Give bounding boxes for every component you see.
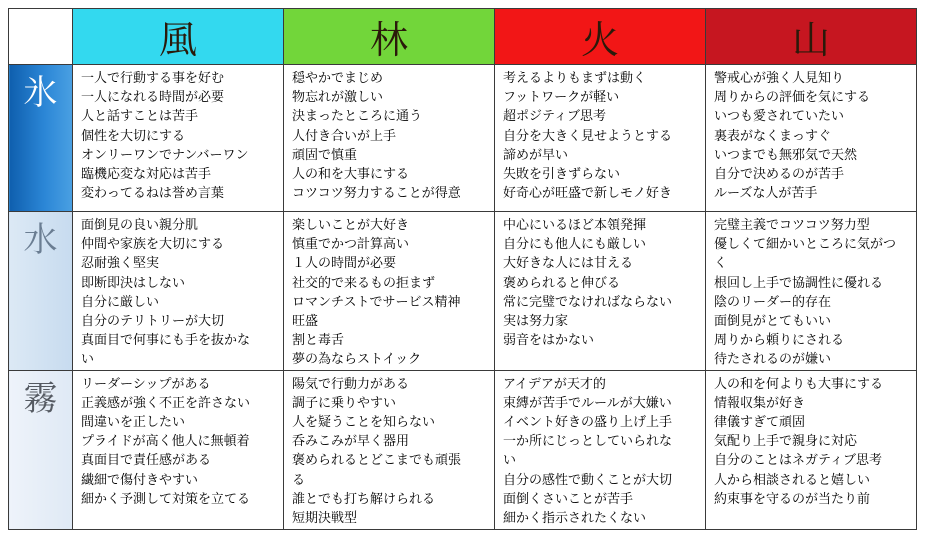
trait-item: 真面目で責任感がある bbox=[81, 453, 212, 469]
trait-item: 周りからの評価を気にする bbox=[714, 90, 871, 106]
trait-item: オンリーワンでナンバーワン bbox=[81, 147, 249, 163]
trait-item: コツコツ努力することが得意 bbox=[292, 186, 461, 202]
trait-item: 人の和を大事にする bbox=[292, 167, 410, 183]
trait-item: い bbox=[503, 453, 517, 469]
trait-item: 人から相談されると嬉しい bbox=[714, 472, 871, 488]
trait-list bbox=[284, 212, 494, 370]
trait-item: 面倒くさいことが苦手 bbox=[503, 491, 634, 507]
trait-item: 細かく予測して対策を立てる bbox=[81, 491, 251, 507]
trait-item: 自分に厳しい bbox=[81, 294, 160, 310]
trait-item: 夢の為ならストイック bbox=[292, 352, 422, 368]
trait-item: 人付き合いが上手 bbox=[292, 128, 397, 144]
column-header-zan: 山 bbox=[706, 9, 917, 65]
trait-item: 根回し上手で協調性に優れる bbox=[714, 275, 884, 291]
trait-item: 自分の感性で動くことが大切 bbox=[503, 472, 673, 488]
trait-cell bbox=[495, 212, 706, 371]
trait-item: 自分にも他人にも厳しい bbox=[503, 237, 647, 253]
trait-item: 実は努力家 bbox=[503, 314, 569, 330]
trait-item: 正義感が強く不正を許さない bbox=[81, 395, 251, 411]
trait-cell bbox=[706, 212, 917, 371]
trait-item: 束縛が苦手でルールが大嫌い bbox=[503, 395, 672, 411]
trait-cell bbox=[284, 370, 495, 529]
table-row-mizu bbox=[9, 212, 917, 371]
trait-item: フットワークが軽い bbox=[503, 90, 620, 106]
trait-item: 臨機応変な対応は苦手 bbox=[81, 167, 212, 183]
trait-item: 調子に乗りやすい bbox=[292, 395, 397, 411]
trait-item: 考えるよりもまずは動く bbox=[503, 71, 647, 86]
trait-item: リーダーシップがある bbox=[81, 376, 211, 392]
trait-item: 常に完璧でなければならない bbox=[503, 294, 673, 310]
trait-cell bbox=[495, 65, 706, 212]
trait-item: アイデアが天才的 bbox=[503, 376, 606, 392]
trait-cell bbox=[284, 65, 495, 212]
row-header-mizu: 水 bbox=[9, 212, 73, 371]
trait-item: 弱音をはかない bbox=[503, 333, 595, 349]
trait-cell bbox=[73, 65, 284, 212]
trait-item: 諦めが早い bbox=[503, 147, 569, 163]
trait-list bbox=[73, 65, 283, 203]
trait-item: 呑みこみが早く器用 bbox=[292, 434, 410, 450]
trait-cell bbox=[495, 370, 706, 529]
trait-item: イベント好きの盛り上げ上手 bbox=[503, 415, 673, 431]
trait-item: 真面目で何事にも手を抜かな bbox=[81, 333, 251, 349]
trait-item: 決まったところに通う bbox=[292, 109, 423, 125]
trait-item: 自分を大きく見せようとする bbox=[503, 128, 673, 144]
trait-item: 人と話すことは苦手 bbox=[81, 109, 199, 125]
trait-item: 誰とでも打ち解けられる bbox=[292, 491, 436, 507]
trait-item: 穏やかでまじめ bbox=[292, 71, 384, 86]
trait-item: 頑固で慎重 bbox=[292, 147, 358, 163]
trait-item: 陰のリーダー的存在 bbox=[714, 294, 832, 310]
trait-item: 一か所にじっとしていられな bbox=[503, 434, 673, 450]
trait-list bbox=[73, 212, 283, 370]
trait-item: 物忘れが激しい bbox=[292, 90, 384, 106]
trait-item: 裏表がなくまっすぐ bbox=[714, 128, 832, 144]
trait-item: 間違いを正したい bbox=[81, 415, 186, 431]
trait-item: 完璧主義でコツコツ努力型 bbox=[714, 218, 870, 233]
trait-item: 旺盛 bbox=[292, 314, 319, 330]
trait-item: い bbox=[81, 352, 95, 368]
column-header-fu: 風 bbox=[73, 9, 284, 65]
trait-item: 細かく指示されたくない bbox=[503, 511, 647, 527]
corner-cell bbox=[9, 9, 73, 65]
trait-item: 短期決戦型 bbox=[292, 511, 358, 527]
trait-item: 人を疑うことを知らない bbox=[292, 415, 436, 431]
trait-cell bbox=[73, 212, 284, 371]
trait-item: 褒められると伸びる bbox=[503, 275, 621, 291]
trait-item: 優しくて細かいところに気がつ bbox=[714, 237, 897, 253]
trait-item: いつも愛されていたい bbox=[714, 109, 845, 125]
trait-item: 好奇心が旺盛で新しモノ好き bbox=[503, 186, 672, 202]
trait-list bbox=[706, 212, 916, 370]
trait-item: 割と毒舌 bbox=[292, 333, 345, 349]
trait-cell bbox=[73, 370, 284, 529]
trait-list bbox=[706, 65, 916, 203]
trait-item: 自分のことはネガティブ思考 bbox=[714, 453, 882, 469]
trait-item: 約束事を守るのが当たり前 bbox=[714, 491, 871, 507]
row-header-kiri: 霧 bbox=[9, 370, 73, 529]
trait-item: 一人になれる時間が必要 bbox=[81, 90, 225, 106]
trait-cell bbox=[706, 370, 917, 529]
trait-item: 褒められるとどこまでも頑張 bbox=[292, 453, 462, 469]
trait-item: 大好きな人には甘える bbox=[503, 256, 634, 272]
trait-item: 気配り上手で親身に対応 bbox=[714, 434, 858, 450]
trait-item: 律儀すぎて頑固 bbox=[714, 415, 806, 431]
trait-item: 楽しいことが大好き bbox=[292, 218, 410, 233]
column-header-ka: 火 bbox=[495, 9, 706, 65]
trait-item: 即断即決はしない bbox=[81, 275, 186, 291]
trait-list bbox=[495, 65, 705, 203]
trait-item: 仲間や家族を大切にする bbox=[81, 237, 225, 253]
trait-item: 個性を大切にする bbox=[81, 128, 186, 144]
trait-item: 人の和を何よりも大事にする bbox=[714, 376, 884, 392]
trait-item: 待たされるのが嫌い bbox=[714, 352, 832, 368]
trait-cell bbox=[284, 212, 495, 371]
trait-list bbox=[495, 212, 705, 350]
personality-matrix-table bbox=[8, 8, 917, 530]
trait-item: ルーズな人が苦手 bbox=[714, 186, 818, 202]
trait-item: 慎重でかつ計算高い bbox=[292, 237, 410, 253]
trait-item: 失敗を引きずらない bbox=[503, 167, 621, 183]
table-row-kori bbox=[9, 65, 917, 212]
trait-cell bbox=[706, 65, 917, 212]
trait-item: る bbox=[292, 472, 306, 488]
trait-list bbox=[706, 371, 916, 509]
trait-item: 自分で決めるのが苦手 bbox=[714, 167, 845, 183]
trait-item: 繊細で傷付きやすい bbox=[81, 472, 199, 488]
trait-list bbox=[284, 65, 494, 203]
trait-item: ロマンチストでサービス精神 bbox=[292, 294, 461, 310]
trait-item: 社交的で来るもの拒まず bbox=[292, 275, 436, 291]
trait-list bbox=[73, 371, 283, 509]
trait-item: １人の時間が必要 bbox=[292, 256, 397, 272]
header-row bbox=[9, 9, 917, 65]
trait-item: いつまでも無邪気で天然 bbox=[714, 147, 858, 163]
trait-item: 周りから頼りにされる bbox=[714, 333, 845, 349]
row-header-kori: 氷 bbox=[9, 65, 73, 212]
trait-item: 面倒見がとてもいい bbox=[714, 314, 832, 330]
table-row-kiri bbox=[9, 370, 917, 529]
trait-item: 一人で行動する事を好む bbox=[81, 71, 225, 86]
trait-item: 警戒心が強く人見知り bbox=[714, 71, 845, 86]
column-header-rin: 林 bbox=[284, 9, 495, 65]
trait-item: 情報収集が好き bbox=[714, 395, 806, 411]
trait-item: 陽気で行動力がある bbox=[292, 376, 410, 392]
trait-item: 面倒見の良い親分肌 bbox=[81, 218, 199, 233]
trait-list bbox=[495, 371, 705, 529]
trait-item: 忍耐強く堅実 bbox=[81, 256, 160, 272]
trait-item: プライドが高く他人に無頓着 bbox=[81, 434, 250, 450]
trait-item: 中心にいるほど本領発揮 bbox=[503, 218, 647, 233]
trait-item: 超ポジティブ思考 bbox=[503, 109, 606, 125]
trait-item: く bbox=[714, 256, 728, 272]
trait-item: 変わってるねは誉め言葉 bbox=[81, 186, 224, 202]
trait-list bbox=[284, 371, 494, 529]
trait-item: 自分のテリトリーが大切 bbox=[81, 314, 225, 330]
